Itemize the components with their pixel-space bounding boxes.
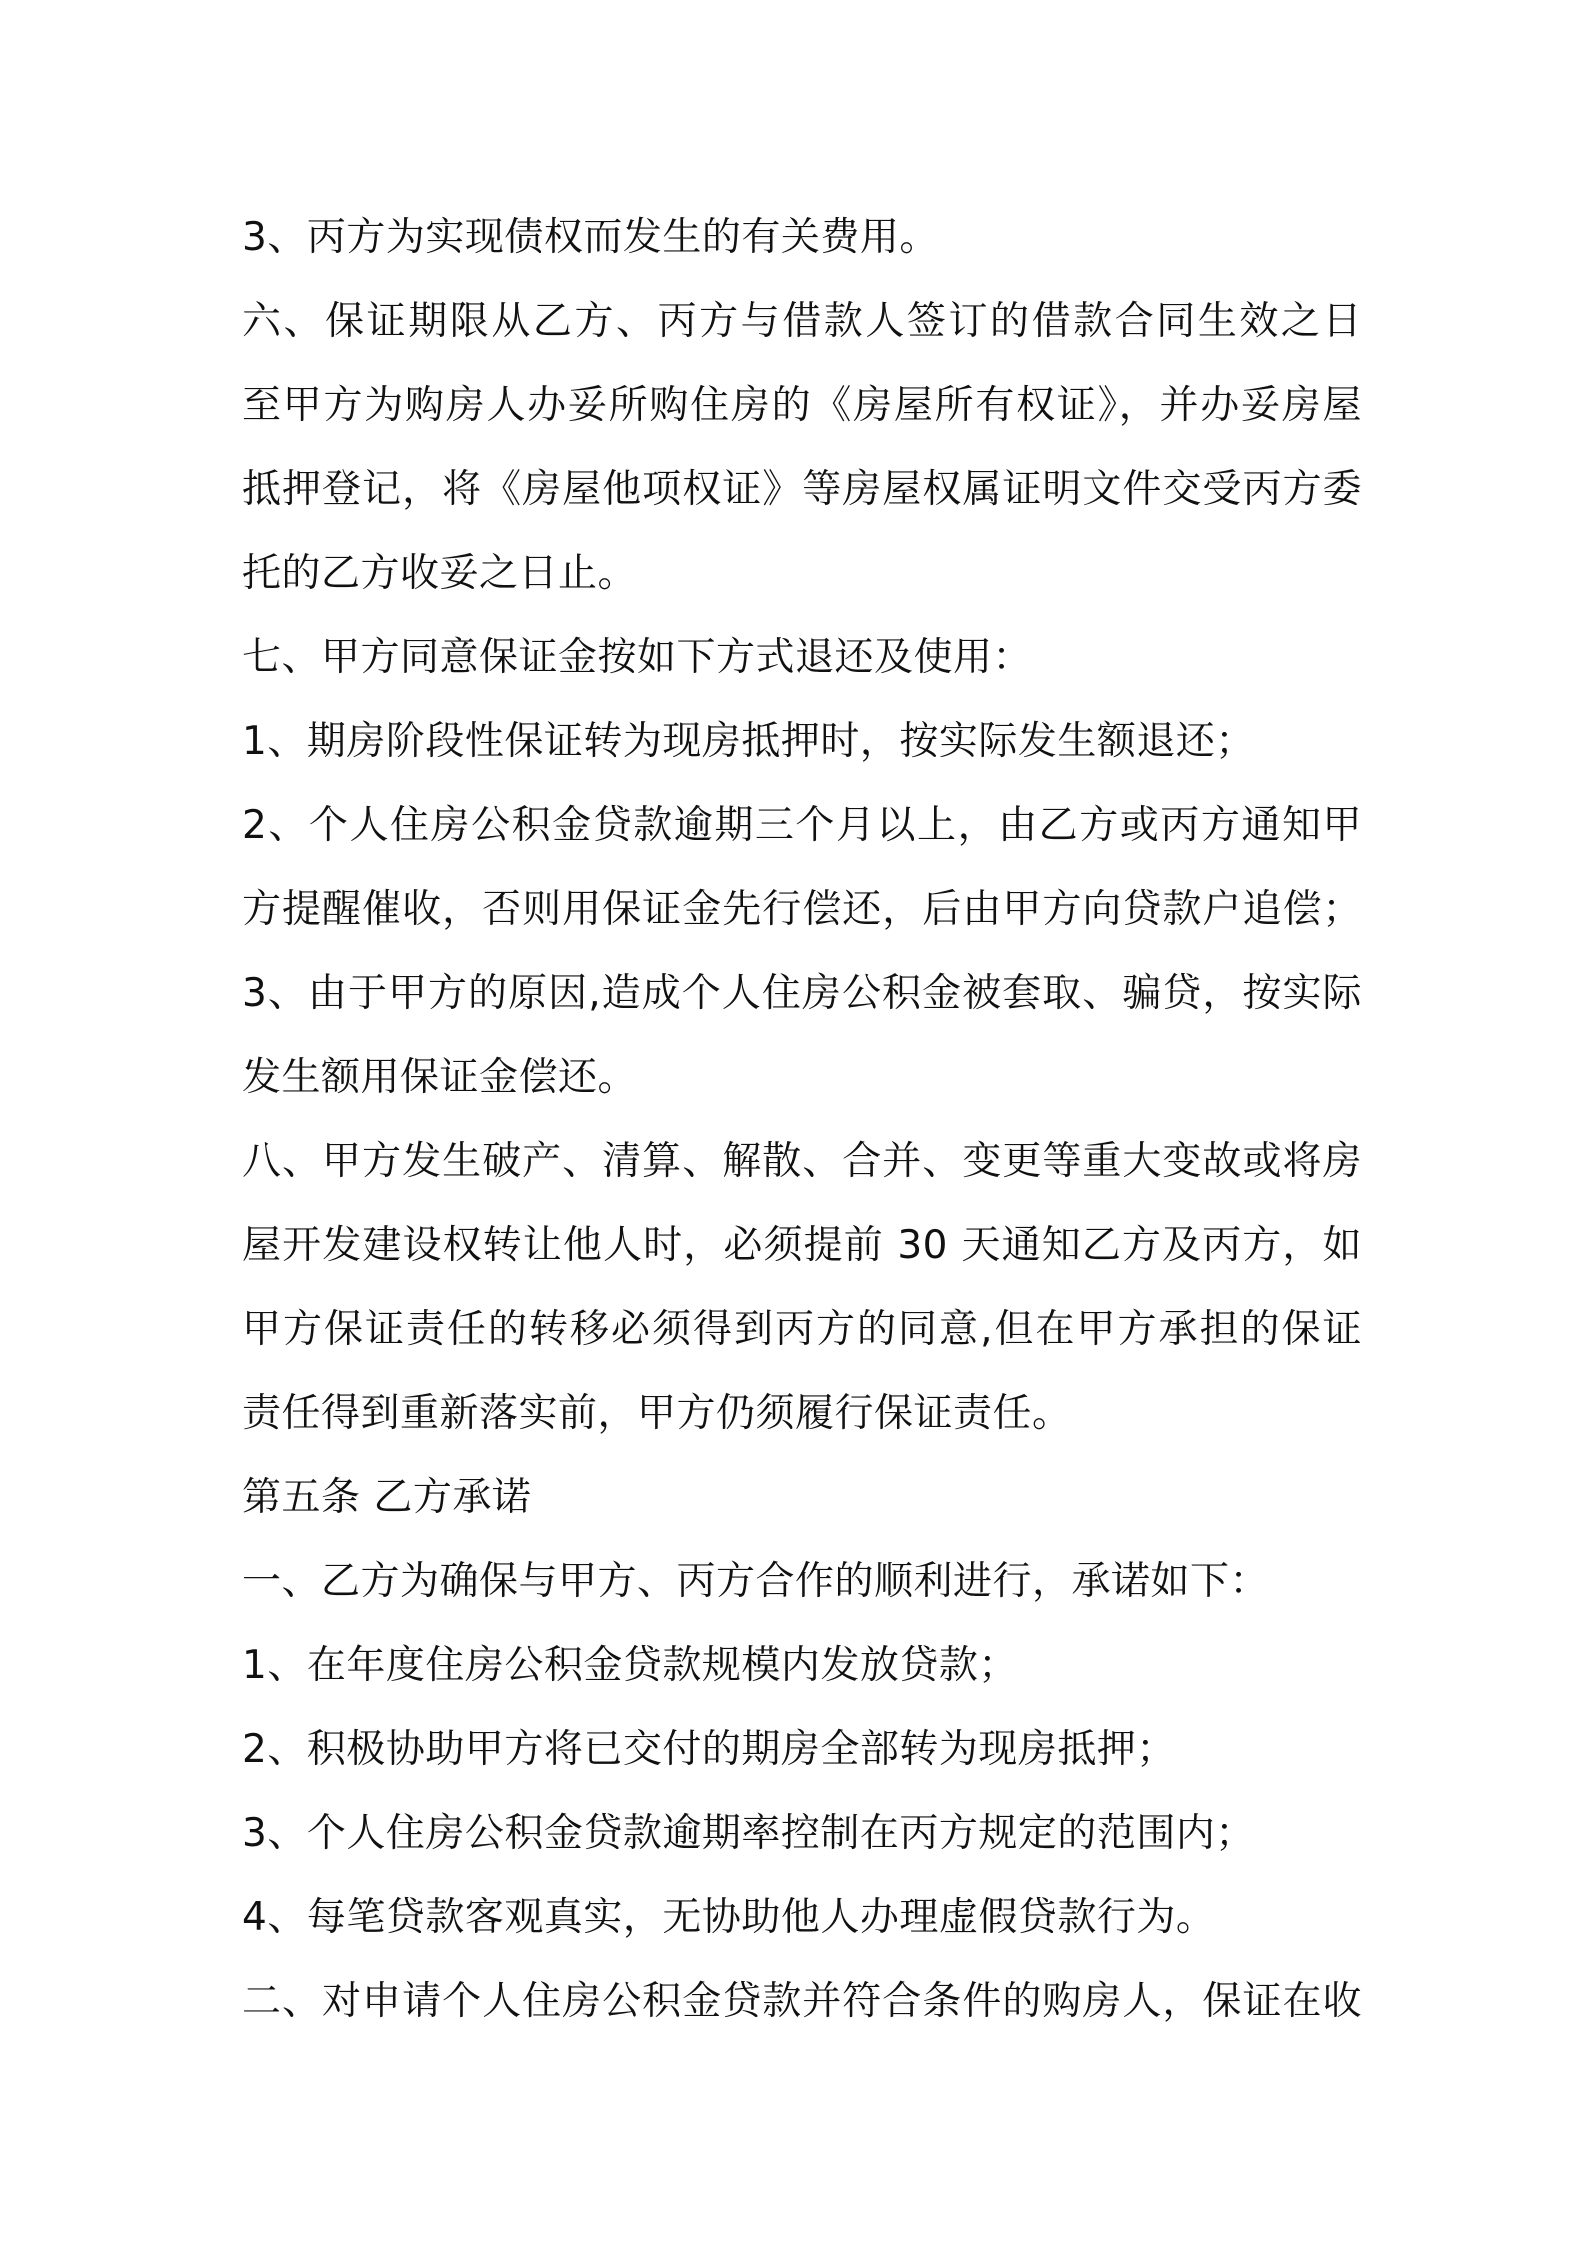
text-line: 甲方保证责任的转移必须得到丙方的同意,但在甲方承担的保证 (242, 1307, 1362, 1352)
text-line: 发生额用保证金偿还。 (242, 1055, 638, 1100)
text-line: 八、甲方发生破产、清算、解散、合并、变更等重大变故或将房 (242, 1139, 1362, 1184)
text-line: 3、由于甲方的原因,造成个人住房公积金被套取、骗贷，按实际 (242, 971, 1362, 1016)
section-heading: 第五条 乙方承诺 (242, 1475, 532, 1520)
text-line: 二、对申请个人住房公积金贷款并符合条件的购房人，保证在收 (242, 1979, 1362, 2024)
text-line: 方提醒催收，否则用保证金先行偿还，后由甲方向贷款户追偿； (242, 887, 1362, 932)
text-line: 六、保证期限从乙方、丙方与借款人签订的借款合同生效之日 (242, 299, 1362, 344)
text-line: 七、甲方同意保证金按如下方式退还及使用： (242, 635, 1033, 680)
text-line: 一、乙方为确保与甲方、丙方合作的顺利进行，承诺如下： (242, 1559, 1270, 1604)
text-line: 2、积极协助甲方将已交付的期房全部转为现房抵押； (242, 1727, 1176, 1772)
text-line: 抵押登记，将《房屋他项权证》等房屋权属证明文件交受丙方委 (242, 467, 1362, 512)
document-body (242, 196, 1362, 2044)
text-line: 1、在年度住房公积金贷款规模内发放贷款； (242, 1643, 1018, 1688)
text-line: 4、每笔贷款客观真实，无协助他人办理虚假贷款行为。 (242, 1895, 1216, 1940)
text-line: 至甲方为购房人办妥所购住房的《房屋所有权证》，并办妥房屋 (242, 383, 1362, 428)
text-line: 责任得到重新落实前，甲方仍须履行保证责任。 (242, 1391, 1072, 1436)
text-line: 托的乙方收妥之日止。 (242, 551, 638, 596)
text-line: 3、丙方为实现债权而发生的有关费用。 (242, 215, 939, 260)
text-line: 3、个人住房公积金贷款逾期率控制在丙方规定的范围内； (242, 1811, 1255, 1856)
text-line: 屋开发建设权转让他人时，必须提前 30 天通知乙方及丙方，如 (242, 1223, 1362, 1268)
text-line: 2、个人住房公积金贷款逾期三个月以上，由乙方或丙方通知甲 (242, 803, 1362, 848)
text-line: 1、期房阶段性保证转为现房抵押时，按实际发生额退还； (242, 719, 1255, 764)
